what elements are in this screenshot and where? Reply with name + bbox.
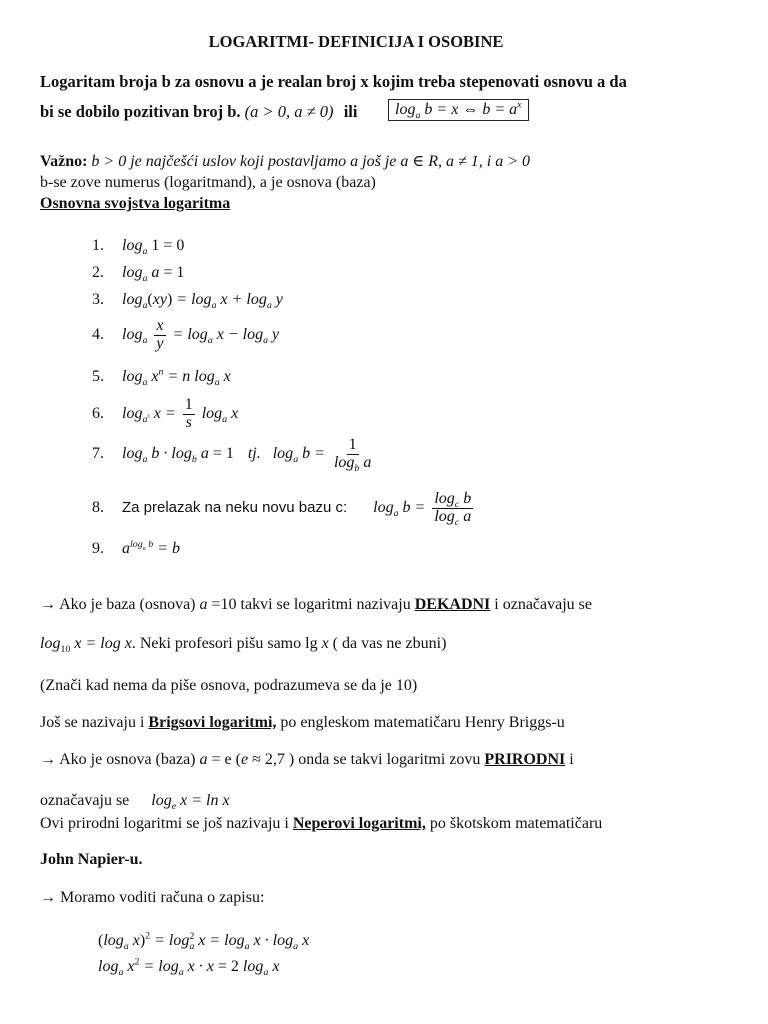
brigs-text-a: Još se nazivaju i — [40, 714, 145, 731]
brigs-text-b: po engleskom matematičaru Henry Briggs-u — [280, 714, 565, 731]
definition-conditions: (a > 0, a ≠ 0) — [244, 102, 334, 121]
important-label: Važno: — [40, 153, 88, 170]
dekadni-text-b: =10 takvi se logaritmi nazivaju — [211, 596, 411, 613]
numerus-note: b-se zove numerus (logaritmand), a je osnova (baza) — [40, 174, 376, 191]
important-text: b > 0 je najčešći uslov koji postavljamo a još je a ∈ R, a ≠ 1, i a > 0 — [91, 153, 531, 170]
property-1: 1. $\log_a 1 = 0$ — [92, 237, 185, 258]
brigs-line — [40, 714, 565, 732]
oznacavaju-text: označavaju se — [40, 792, 130, 809]
log10-tail: ( da vas ne zbuni) — [332, 635, 447, 652]
notation-formula-2: $\log_a x^2 = \log_a x \cdot x = 2$ $\log_a x$ — [98, 956, 280, 979]
property-4: 4. $\log_a$ $\frac{x}{y}$ = $\log_a x - \log_a y$ — [92, 317, 280, 352]
property-9: 9. $a^{log_a b} = b$ — [92, 538, 180, 557]
oznacavaju-line: označavaju se $\log_e x = \ln x$ — [40, 792, 230, 813]
dekadni-word: DEKADNI — [414, 596, 491, 613]
definition-box: $\log_a b = x$ ⇔ $b = a^x$ — [388, 99, 529, 121]
section-heading: Osnovna svojstva logaritma — [40, 195, 231, 212]
dekadni-text-c: i označavaju se — [494, 596, 593, 613]
property-2: 2. $\log_a a = 1$ — [92, 264, 185, 285]
brigs-word: Brigsovi logaritmi, — [148, 714, 277, 731]
prirodni-text-a: → Ako je osnova (baza) — [40, 751, 196, 768]
prirodni-text-c: ≈ 2,7 ) onda se takvi logaritmi zovu — [252, 751, 481, 768]
neperovi-text-a: Ovi prirodni logaritmi se još nazivaju i — [40, 815, 289, 832]
prirodni-line: → Ako je osnova (baza) a = e (e ≈ 2,7 ) onda se takvi logaritmi zovu PRIRODNI i — [40, 751, 574, 768]
definition-line-2-text: bi se dobilo pozitivan broj b. — [40, 102, 241, 121]
property-5: 5. $\log_a x^n = n$ $\log_a x$ — [92, 366, 231, 389]
log10-text: . Neki profesori pišu samo lg — [131, 635, 318, 652]
prirodni-text-d: i — [569, 751, 574, 768]
definition-line-2 — [40, 102, 357, 122]
page-title: LOGARITMI- DEFINICIJA I OSOBINE — [208, 32, 504, 51]
definition-line-1: Logaritam broja b za osnovu a je realan broj x kojim treba stepenovati osnovu a da — [40, 72, 627, 91]
notation-formula-1: ($\log_a$ $x)^2 = \log_a^2 x = \log_a x \cdot \log_a x$ — [98, 930, 310, 953]
important-note — [40, 151, 530, 171]
prirodni-word: PRIRODNI — [484, 751, 566, 768]
prirodni-text-b: = e ( — [211, 751, 241, 768]
znaci-line: (Znači kad nema da piše osnova, podrazumeva se da je 10) — [40, 677, 418, 694]
neperovi-line — [40, 815, 602, 833]
zapis-line: → Moramo voditi računa o zapisu: — [40, 889, 265, 906]
property-3: 3. $\log_a(xy) = \log_a x + \log_a y$ — [92, 291, 283, 312]
property-8: 8. Za prelazak na neku novu bazu c: $\log_a b$ = $\frac{\log_c b}{\log_c a}$ — [92, 490, 472, 528]
neperovi-text-b: po škotskom matematičaru — [429, 815, 603, 832]
dekadni-line: → Ako je baza (osnova) a =10 takvi se logaritmi nazivaju DEKADNI i označavaju se — [40, 596, 593, 613]
or-word: ili — [343, 102, 358, 121]
property-6: 6. $\log_{a^s} x$ = $\frac{1}{s}$ $\log_a x$ — [92, 396, 239, 431]
log10-line: $\log_{10} x = \log x$. Neki profesori pišu samo lg x ( da vas ne zbuni) — [40, 635, 447, 656]
change-of-base-text: Za prelazak na neku novu bazu c: — [122, 498, 348, 516]
dekadni-text-a: → Ako je baza (osnova) — [40, 596, 196, 613]
neperovi-word: Neperovi logaritmi, — [292, 815, 426, 832]
napier-line: John Napier-u. — [40, 851, 143, 868]
property-7: 7. $\log_a b \cdot \log_b a = 1$ tj. $\log_a b$ = $\frac{1}{\log_b a}$ — [92, 436, 372, 474]
